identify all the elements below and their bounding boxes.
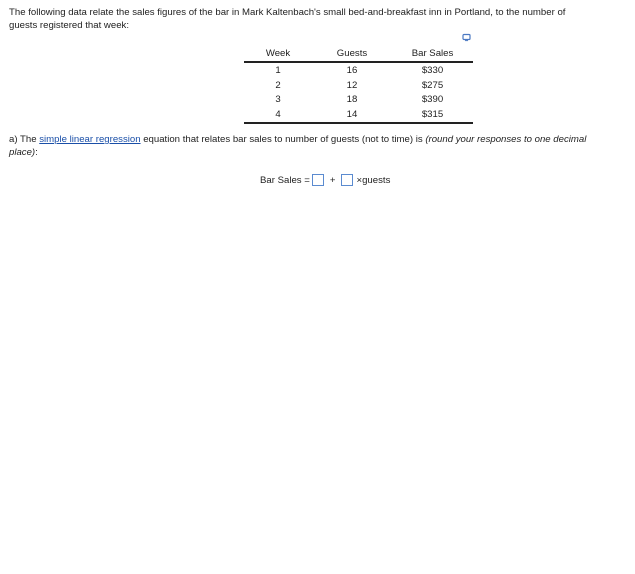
plus-sign: + (329, 174, 336, 186)
question-a (9, 133, 635, 159)
data-table-container (244, 46, 473, 124)
data-table (244, 46, 473, 124)
problem-intro (9, 6, 629, 32)
slope-input[interactable] (341, 174, 353, 186)
regression-equation (260, 172, 390, 188)
intercept-input[interactable] (312, 174, 324, 186)
table-row (244, 107, 473, 123)
header-guests: Guests (312, 46, 392, 62)
cell-week: 4 (244, 107, 312, 123)
table-row (244, 78, 473, 93)
equation-label: Bar Sales = (260, 174, 310, 186)
table-header-row (244, 46, 473, 62)
cell-guests: 12 (346, 79, 358, 91)
question-middle: equation that relates bar sales to number of guests (not to time) is (140, 134, 426, 145)
cell-guests: 14 (312, 107, 392, 123)
copy-icon[interactable] (462, 33, 471, 42)
rounding-instruction-line-1: (round your responses to one decimal (425, 134, 587, 145)
header-bar-sales: Bar Sales (392, 46, 473, 62)
intro-line-2: guests registered that week: (9, 20, 129, 31)
table-row (244, 62, 473, 78)
cell-guests: 18 (346, 94, 358, 106)
cell-bar-sales: $390 (421, 94, 444, 106)
cell-week: 1 (275, 64, 281, 76)
cell-bar-sales: $330 (421, 64, 444, 76)
cell-bar-sales: $275 (421, 79, 444, 91)
times-sign: × (356, 174, 363, 186)
cell-bar-sales: $315 (392, 107, 473, 123)
cell-week: 3 (275, 94, 281, 106)
rounding-instruction-line-2: place) (9, 147, 36, 158)
cell-guests: 16 (346, 64, 358, 76)
intro-line-1: The following data relate the sales figures of the bar in Mark Kaltenbach's small bed-and-breakfast inn in Portland, to the number of (9, 7, 566, 18)
question-prefix: a) The (9, 134, 40, 145)
simple-linear-regression-link[interactable]: simple linear regression (39, 134, 141, 145)
question-colon: : (35, 147, 38, 158)
table-row (244, 93, 473, 108)
header-week: Week (244, 46, 312, 62)
guests-variable: guests (362, 174, 391, 186)
cell-week: 2 (275, 79, 281, 91)
